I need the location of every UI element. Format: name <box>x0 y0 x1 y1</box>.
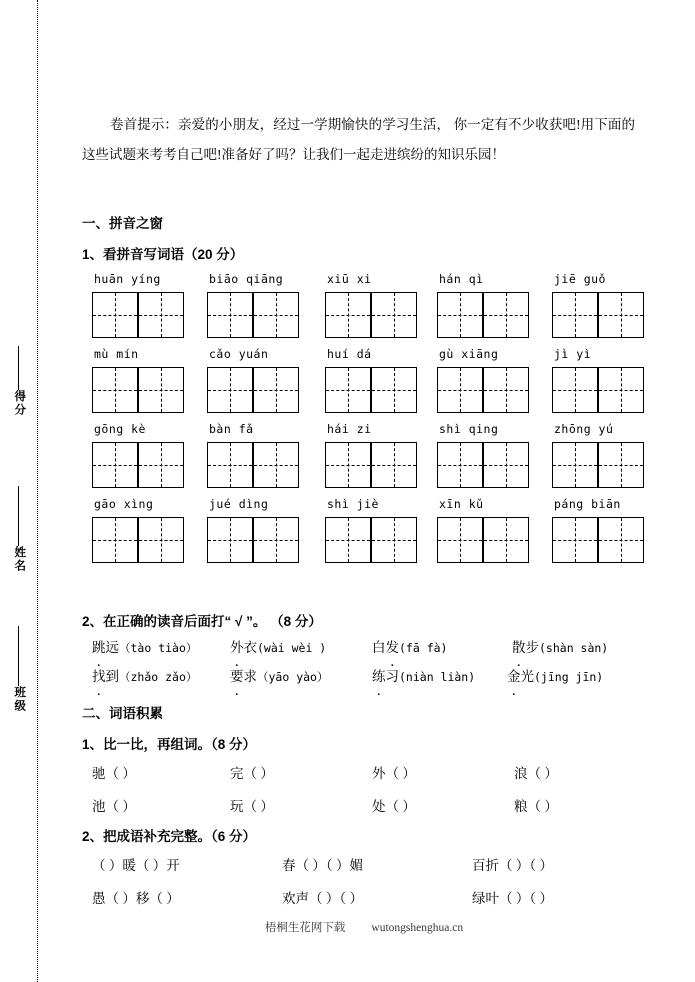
tianzige-group <box>437 292 529 338</box>
tone-choice-item[interactable] <box>230 665 328 685</box>
tone-choice-options[interactable]: (fā fà) <box>399 641 448 655</box>
pinyin-row <box>82 272 642 294</box>
tianzige-group <box>437 367 529 413</box>
seal-dotted-line <box>37 0 38 982</box>
tianzige-box[interactable] <box>92 367 138 413</box>
tianzige-group <box>552 517 644 563</box>
tianzige-box[interactable] <box>552 367 598 413</box>
tianzige-box[interactable] <box>552 292 598 338</box>
word-char-marked: 跳 <box>92 640 106 655</box>
tianzige-box[interactable] <box>483 442 529 488</box>
idiom-item[interactable]: （ ）暖（ ）开 <box>92 858 180 873</box>
pinyin-label: gāo xìng <box>94 497 154 511</box>
question-heading-1-1: 1、看拼音写词语（20 分） <box>82 247 244 262</box>
tianzige-box[interactable] <box>253 442 299 488</box>
pinyin-label: gōng kè <box>94 422 146 436</box>
tianzige-group <box>437 517 529 563</box>
tianzige-box[interactable] <box>437 292 483 338</box>
tianzige-box[interactable] <box>598 442 644 488</box>
tone-choice-word <box>230 640 257 655</box>
tone-choice-word <box>372 669 399 684</box>
tianzige-row <box>82 517 642 563</box>
tianzige-box[interactable] <box>371 517 417 563</box>
seal-rule-name <box>18 486 19 546</box>
pinyin-label: jué dìng <box>209 497 269 511</box>
seal-item-score <box>0 346 37 417</box>
pinyin-label: gù xiāng <box>439 347 499 361</box>
seal-label-score: 得分 <box>13 390 26 417</box>
tone-choice-item[interactable] <box>507 665 603 685</box>
tianzige-box[interactable] <box>598 292 644 338</box>
word-char: 步 <box>525 640 539 655</box>
tianzige-group <box>92 292 184 338</box>
pinyin-label: hái zi <box>327 422 372 436</box>
tone-choice-word <box>92 669 119 684</box>
word-char-marked: 外 <box>230 640 244 655</box>
tianzige-box[interactable] <box>253 517 299 563</box>
footer <box>64 919 664 935</box>
compare-item[interactable]: 粮（ ） <box>514 799 558 814</box>
seal-item-class <box>0 626 37 713</box>
tianzige-box[interactable] <box>92 442 138 488</box>
idiom-item[interactable]: 百折（ ）（ ） <box>472 858 553 873</box>
idiom-item[interactable]: 绿叶（ ）（ ） <box>472 891 553 906</box>
tianzige-row <box>82 367 642 413</box>
tianzige-box[interactable] <box>552 442 598 488</box>
tianzige-box[interactable] <box>371 367 417 413</box>
tone-choice-word <box>92 640 119 655</box>
tone-choice-item[interactable] <box>372 665 475 685</box>
idiom-item[interactable]: 欢声（ ）（ ） <box>282 891 363 906</box>
tianzige-box[interactable] <box>598 517 644 563</box>
pinyin-label: zhōng yú <box>554 422 614 436</box>
word-char: 光 <box>520 669 534 684</box>
pinyin-label: shì qing <box>439 422 499 436</box>
tianzige-group <box>92 517 184 563</box>
tianzige-box[interactable] <box>92 517 138 563</box>
pinyin-row <box>82 422 642 444</box>
word-char: 远 <box>105 640 119 655</box>
word-char-marked: 金 <box>507 669 521 684</box>
footer-site: wutongshenghua.cn <box>371 922 464 934</box>
word-char-marked: 要 <box>230 669 244 684</box>
compare-item[interactable]: 外（ ） <box>372 766 416 781</box>
tianzige-group <box>92 442 184 488</box>
tianzige-group <box>207 292 299 338</box>
tianzige-box[interactable] <box>138 517 184 563</box>
tone-choice-options[interactable]: (niàn liàn) <box>399 670 476 684</box>
exam-page <box>64 0 664 982</box>
tianzige-group <box>552 292 644 338</box>
tianzige-box[interactable] <box>437 442 483 488</box>
pinyin-label: hán qì <box>439 272 484 286</box>
seal-label-class: 班级 <box>13 686 26 713</box>
tone-choice-options[interactable]: （tào tiào） <box>119 641 198 655</box>
word-char: 到 <box>105 669 119 684</box>
pinyin-label: huān yíng <box>94 272 161 286</box>
tianzige-group <box>552 442 644 488</box>
footer-source: 梧桐生花网下载 <box>264 922 346 934</box>
tone-choice-item[interactable] <box>92 665 197 685</box>
tone-choice-options[interactable]: （yāo yào） <box>257 670 329 684</box>
tianzige-box[interactable] <box>483 517 529 563</box>
pinyin-label: páng biān <box>554 497 621 511</box>
pinyin-label: huí dá <box>327 347 372 361</box>
seal-column <box>0 0 37 982</box>
pinyin-label: shì jiè <box>327 497 379 511</box>
pinyin-row <box>82 347 642 369</box>
question-heading-2-1: 1、比一比，再组词。（8 分） <box>82 737 257 752</box>
tianzige-box[interactable] <box>598 367 644 413</box>
pinyin-label: biāo qiāng <box>209 272 284 286</box>
compare-item[interactable]: 完（ ） <box>230 766 274 781</box>
compare-item[interactable]: 浪（ ） <box>514 766 558 781</box>
seal-rule-class <box>18 626 19 686</box>
tianzige-box[interactable] <box>483 367 529 413</box>
tianzige-box[interactable] <box>138 367 184 413</box>
word-char: 白 <box>372 640 386 655</box>
tone-choice-options[interactable]: (shàn sàn) <box>539 641 609 655</box>
question-heading-2-2: 2、把成语补充完整。（6 分） <box>82 829 257 844</box>
tone-choice-item[interactable] <box>512 636 608 656</box>
tone-choice-options[interactable]: (jīng jīn) <box>534 670 604 684</box>
idiom-item[interactable]: 春（ ）（ ）媚 <box>282 858 363 873</box>
word-char: 求 <box>243 669 257 684</box>
tianzige-row <box>82 442 642 488</box>
tone-choice-word <box>507 669 534 684</box>
section-heading-two: 二、词语积累 <box>82 706 163 721</box>
tianzige-box[interactable] <box>207 292 253 338</box>
tianzige-box[interactable] <box>207 367 253 413</box>
tianzige-row <box>82 292 642 338</box>
word-char-marked: 找 <box>92 669 106 684</box>
compare-item[interactable]: 处（ ） <box>372 799 416 814</box>
compare-item[interactable]: 玩（ ） <box>230 799 274 814</box>
tianzige-box[interactable] <box>437 367 483 413</box>
tianzige-group <box>325 292 417 338</box>
tianzige-group <box>92 367 184 413</box>
pinyin-label: xīn kǔ <box>439 497 484 511</box>
tianzige-group <box>325 517 417 563</box>
pinyin-label: xiū xi <box>327 272 372 286</box>
compare-item[interactable]: 池（ ） <box>92 799 136 814</box>
tianzige-box[interactable] <box>437 517 483 563</box>
tianzige-group <box>207 517 299 563</box>
word-char: 衣 <box>243 640 257 655</box>
tone-choice-word <box>512 640 539 655</box>
tone-choice-item[interactable] <box>230 636 326 656</box>
tianzige-box[interactable] <box>552 517 598 563</box>
tone-choice-item[interactable] <box>92 636 197 656</box>
intro-paragraph: 卷首提示：亲爱的小朋友，经过一学期愉快的学习生活， 你一定有不少收获吧!用下面的这些试题来考考自己吧!准备好了吗？让我们一起走进缤纷的知识乐园！ <box>82 117 635 163</box>
pinyin-row <box>82 497 642 519</box>
tianzige-group <box>325 367 417 413</box>
tianzige-box[interactable] <box>371 292 417 338</box>
tianzige-box[interactable] <box>253 292 299 338</box>
pinyin-label: bàn fǎ <box>209 422 254 436</box>
idiom-item[interactable]: 愚（ ）移（ ） <box>92 891 180 906</box>
word-char-marked: 发 <box>385 640 399 655</box>
tianzige-box[interactable] <box>325 292 371 338</box>
pinyin-label: mù mín <box>94 347 139 361</box>
seal-label-name: 姓名 <box>13 546 26 573</box>
tianzige-group <box>552 367 644 413</box>
tone-choice-word <box>230 669 257 684</box>
tianzige-box[interactable] <box>253 367 299 413</box>
tianzige-box[interactable] <box>207 442 253 488</box>
tianzige-box[interactable] <box>138 442 184 488</box>
question-heading-1-2: 2、在正确的读音后面打“ √ ”。 （8 分） <box>82 614 322 629</box>
tianzige-box[interactable] <box>483 292 529 338</box>
tianzige-box[interactable] <box>92 292 138 338</box>
tone-choice-options[interactable]: (wài wèi ) <box>257 641 327 655</box>
seal-item-name <box>0 486 37 573</box>
tone-choice-word <box>372 640 399 655</box>
tone-choice-options[interactable]: （zhǎo zǎo） <box>119 670 198 684</box>
tianzige-box[interactable] <box>325 367 371 413</box>
tianzige-box[interactable] <box>207 517 253 563</box>
tianzige-box[interactable] <box>371 442 417 488</box>
pinyin-label: jiē guǒ <box>554 272 606 286</box>
word-char-marked: 散 <box>512 640 526 655</box>
tianzige-group <box>207 442 299 488</box>
tianzige-group <box>325 442 417 488</box>
seal-rule-score <box>18 346 19 390</box>
tianzige-box[interactable] <box>325 517 371 563</box>
word-char-marked: 练 <box>372 669 386 684</box>
pinyin-label: cǎo yuán <box>209 347 269 361</box>
section-heading-one: 一、拼音之窗 <box>82 216 163 231</box>
word-char: 习 <box>385 669 399 684</box>
tone-choice-item[interactable] <box>372 636 447 656</box>
tianzige-box[interactable] <box>138 292 184 338</box>
tianzige-group <box>437 442 529 488</box>
tianzige-box[interactable] <box>325 442 371 488</box>
pinyin-label: jì yì <box>554 347 592 361</box>
tianzige-group <box>207 367 299 413</box>
compare-item[interactable]: 驰（ ） <box>92 766 136 781</box>
